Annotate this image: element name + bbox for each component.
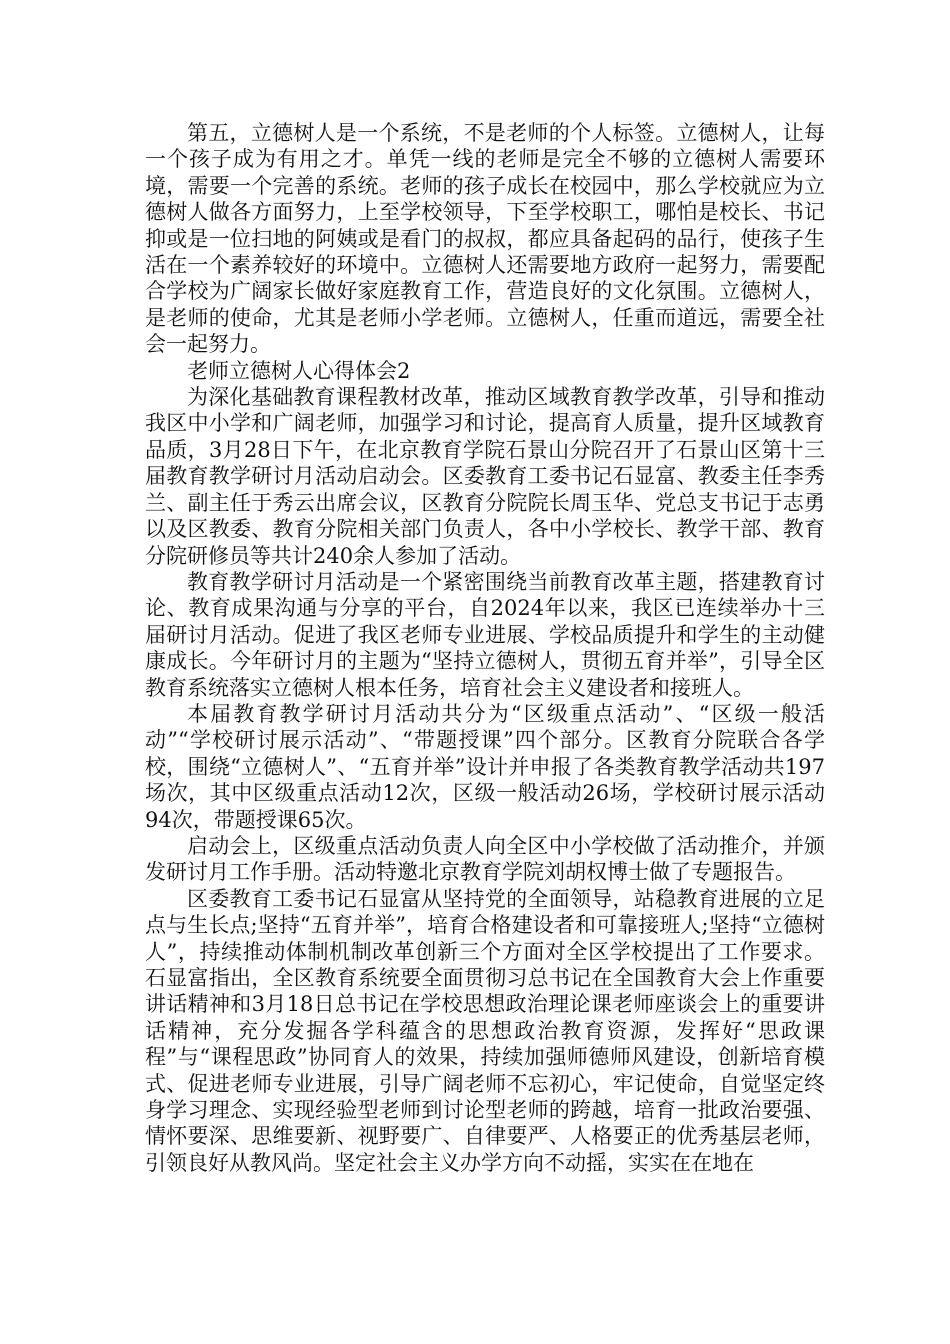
paragraph-fifth-point: 第五，立德树人是一个系统，不是老师的个人标签。立德树人，让每一个孩子成为有用之才。单凭一线的老师是完全不够的立德树人需要环境，需要一个完善的系统。老师的孩子成长在校园中，那么学校就应为立德树人做各方面努力，上至学校领导，下至学校职工，哪怕是校长、书记抑或是一位扫地的阿姨或是看门的叔叔，都应具备起码的品行，使孩子生活在一个素养较好的环境中。立德树人还需要地方政府一起努力，需要配合学校为广阔家长做好家庭教育工作，营造良好的文化氛围。立德树人，是老师的使命，尤其是老师小学老师。立德树人，任重而道远，需要全社会一起努力。 [145,121,825,357]
paragraph-launch-event: 启动会上，区级重点活动负责人向全区中小学校做了活动推介，并颁发研讨月工作手册。活动特邀北京教育学院刘胡权博士做了专题报告。 [145,833,825,885]
paragraph-activity-structure: 本届教育教学研讨月活动共分为“区级重点活动”、“区级一般活动”“学校研讨展示活动”、“带题授课”四个部分。区教育分院联合各学校，围绕“立德树人”、“五育并举”设计并申报了各类教育教学活动共197场次，其中区级重点活动12次，区级一般活动26场，学校研讨展示活动94次，带题授课65次。 [145,701,825,832]
section-heading: 老师立德树人心得体会2 [187,358,411,383]
document-body [145,120,825,1176]
paragraph-secretary-speech: 区委教育工委书记石显富从坚持党的全面领导，站稳教育进展的立足点与生长点;坚持“五育并举”，培育合格建设者和可靠接班人;坚持“立德树人”，持续推动体制机制改革创新三个方面对全区学校提出了工作要求。石显富指出，全区教育系统要全面贯彻习总书记在全国教育大会上作重要讲话精神和3月18日总书记在学校思想政治理论课老师座谈会上的重要讲话精神，充分发掘各学科蕴含的思想政治教育资源，发挥好“思政课程”与“课程思政”协同育人的效果，持续加强师德师风建设，创新培育模式、促进老师专业进展，引导广阔老师不忘初心，牢记使命，自觉坚定终身学习理念、实现经验型老师到讨论型老师的跨越，培育一批政治要强、情怀要深、思维要新、视野要广、自律要严、人格要正的优秀基层老师，引领良好从教风尚。坚定社会主义办学方向不动摇，实实在在地在 [145,886,825,1175]
paragraph-kickoff-meeting: 为深化基础教育课程教材改革，推动区域教育教学改革，引导和推动我区中小学和广阔老师，加强学习和讨论，提高育人质量，提升区域教育品质，3月28日下午，在北京教育学院石景山分院召开了石景山区第十三届教育教学研讨月活动启动会。区委教育工委书记石显富、教委主任李秀兰、副主任于秀云出席会议，区教育分院院长周玉华、党总支书记于志勇以及区教委、教育分院相关部门负责人，各中小学校长、教学干部、教育分院研修员等共计240余人参加了活动。 [145,385,825,568]
paragraph-research-month: 教育教学研讨月活动是一个紧密围绕当前教育改革主题，搭建教育讨论、教育成果沟通与分享的平台，自2024年以来，我区已连续举办十三届研讨月活动。促进了我区老师专业进展、学校品质提升和学生的主动健康成长。今年研讨月的主题为“坚持立德树人，贯彻五育并举”，引导全区教育系统落实立德树人根本任务，培育社会主义建设者和接班人。 [145,569,825,700]
